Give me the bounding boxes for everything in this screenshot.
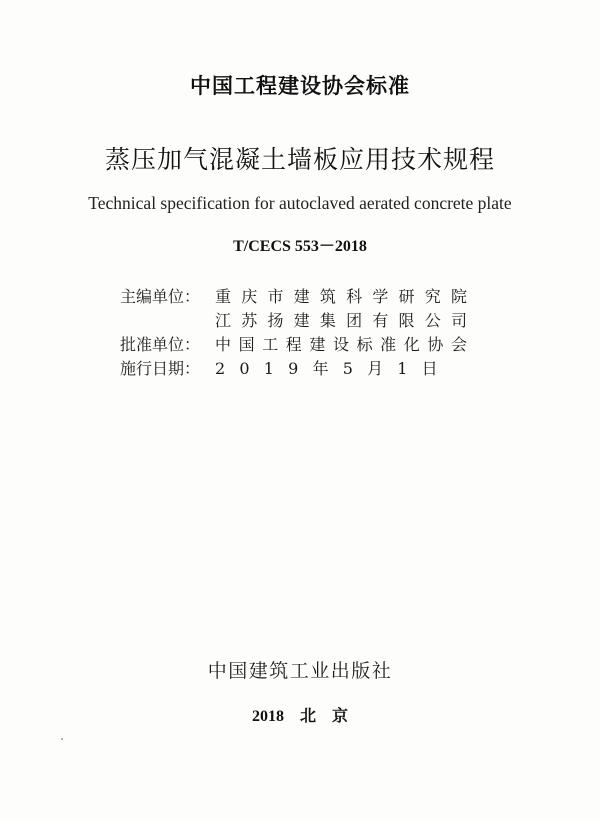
chief-editor-row [120, 285, 480, 309]
standard-code: T/CECS 553－2018 [233, 238, 367, 255]
document-title-chinese: 蒸压加气混凝土墙板应用技术规程 [104, 145, 495, 174]
info-char: 工 [262, 335, 279, 354]
chief-editor-row-2 [120, 309, 480, 333]
info-char: 司 [450, 311, 467, 330]
info-char: 筑 [319, 287, 336, 306]
info-char: 化 [403, 335, 420, 354]
info-char: 扬 [267, 311, 284, 330]
issuing-info [120, 285, 480, 381]
scan-speck [61, 738, 63, 740]
info-char: 江 [215, 311, 232, 330]
approver-row [120, 333, 480, 357]
document-title-english: Technical specification for autoclaved aerated concrete plate [88, 193, 512, 213]
info-char: 建 [309, 335, 326, 354]
publisher-name: 中国建筑工业出版社 [207, 660, 393, 682]
info-char: 国 [238, 335, 255, 354]
info-char: 重 [215, 287, 232, 306]
info-char: 年 [312, 359, 329, 378]
info-char: 建 [293, 287, 310, 306]
info-char: 建 [293, 311, 310, 330]
info-char: 研 [398, 287, 415, 306]
info-char: 准 [380, 335, 397, 354]
effective-date [215, 357, 467, 381]
info-char: 学 [372, 287, 389, 306]
info-char: 集 [319, 311, 336, 330]
info-char: 会 [450, 335, 467, 354]
info-char: 中 [215, 335, 232, 354]
info-char: 协 [427, 335, 444, 354]
publish-year-place: 2018 北 京 [251, 708, 348, 725]
info-char: 日 [421, 359, 438, 378]
info-char: 有 [372, 311, 389, 330]
info-char: 苏 [241, 311, 258, 330]
info-char: 团 [346, 311, 363, 330]
effective-date-label: 施行日期： [120, 359, 201, 378]
info-char: 5 [342, 359, 353, 378]
info-char: 限 [398, 311, 415, 330]
info-char: 程 [285, 335, 302, 354]
info-char: 月 [367, 359, 384, 378]
info-char: 2 [215, 359, 226, 378]
info-char: 1 [397, 359, 408, 378]
info-char: 标 [356, 335, 373, 354]
info-char: 设 [332, 335, 349, 354]
info-char: 公 [424, 311, 441, 330]
info-char: 9 [288, 359, 299, 378]
info-char: 市 [267, 287, 284, 306]
effective-date-row [120, 357, 480, 381]
chief-editor-unit-1 [215, 285, 467, 309]
info-char: 院 [450, 287, 467, 306]
info-char: 科 [346, 287, 363, 306]
approver-label: 批准单位： [120, 335, 201, 354]
chief-editor-label: 主编单位： [120, 287, 201, 306]
info-char: 庆 [241, 287, 258, 306]
approver-unit [215, 333, 467, 357]
info-char: 1 [263, 359, 274, 378]
info-char: 究 [424, 287, 441, 306]
info-char: 0 [239, 359, 250, 378]
chief-editor-unit-2 [215, 309, 467, 333]
standard-series-title: 中国工程建设协会标准 [190, 74, 410, 98]
